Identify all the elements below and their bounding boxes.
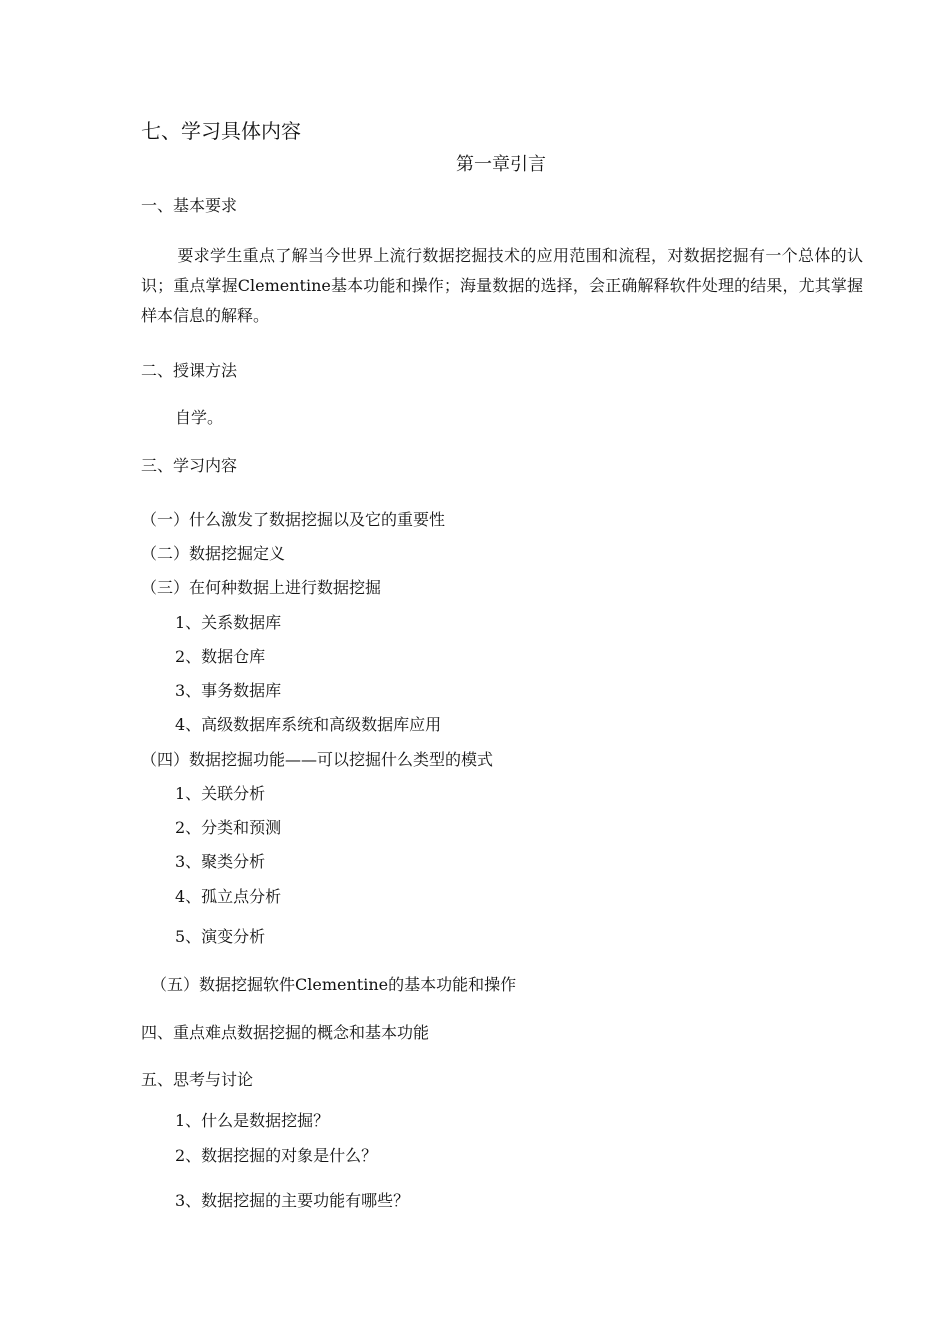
content-item-4-sub: 5、演变分析 (175, 927, 266, 946)
content-item-3-sub: 4、高级数据库系统和高级数据库应用 (175, 715, 442, 734)
content-item-3: （三）在何种数据上进行数据挖掘 (141, 578, 382, 597)
content-item-4-sub: 1、关联分析 (175, 784, 266, 803)
content-item-3-sub: 1、关系数据库 (175, 613, 282, 632)
discussion-question: 2、数据挖掘的对象是什么？ (175, 1146, 378, 1165)
basic-requirements-paragraph (141, 241, 863, 331)
content-item-4-sub: 4、孤立点分析 (175, 887, 282, 906)
chapter-title: 第一章引言 (456, 154, 546, 175)
content-item-4: （四）数据挖掘功能——可以挖掘什么类型的模式 (141, 750, 494, 769)
learning-content-heading: 三、学习内容 (141, 456, 238, 475)
teaching-method-text: 自学。 (175, 408, 224, 427)
key-points-heading: 四、重点难点数据挖掘的概念和基本功能 (141, 1023, 430, 1042)
content-item-4-sub: 3、聚类分析 (175, 852, 266, 871)
content-item-2: （二）数据挖掘定义 (141, 544, 286, 563)
basic-requirements-text: 要求学生重点了解当今世界上流行数据挖掘技术的应用范围和流程，对数据挖掘有一个总体的认识；重点掌握Clementine基本功能和操作；海量数据的选择，会正确解释软件处理的结果，尤其掌握样本信息的解释。 (141, 246, 863, 325)
content-item-1: （一）什么激发了数据挖掘以及它的重要性 (141, 510, 446, 529)
discussion-question: 3、数据挖掘的主要功能有哪些？ (175, 1191, 410, 1210)
basic-requirements-heading: 一、基本要求 (141, 196, 238, 215)
content-item-3-sub: 3、事务数据库 (175, 681, 282, 700)
content-item-3-sub: 2、数据仓库 (175, 647, 266, 666)
content-item-4-sub: 2、分类和预测 (175, 818, 282, 837)
content-item-5: （五）数据挖掘软件Clementine的基本功能和操作 (151, 975, 517, 994)
discussion-question: 1、什么是数据挖掘？ (175, 1111, 330, 1130)
teaching-method-heading: 二、授课方法 (141, 361, 238, 380)
discussion-heading: 五、思考与讨论 (141, 1070, 254, 1089)
section-title: 七、学习具体内容 (141, 119, 301, 143)
